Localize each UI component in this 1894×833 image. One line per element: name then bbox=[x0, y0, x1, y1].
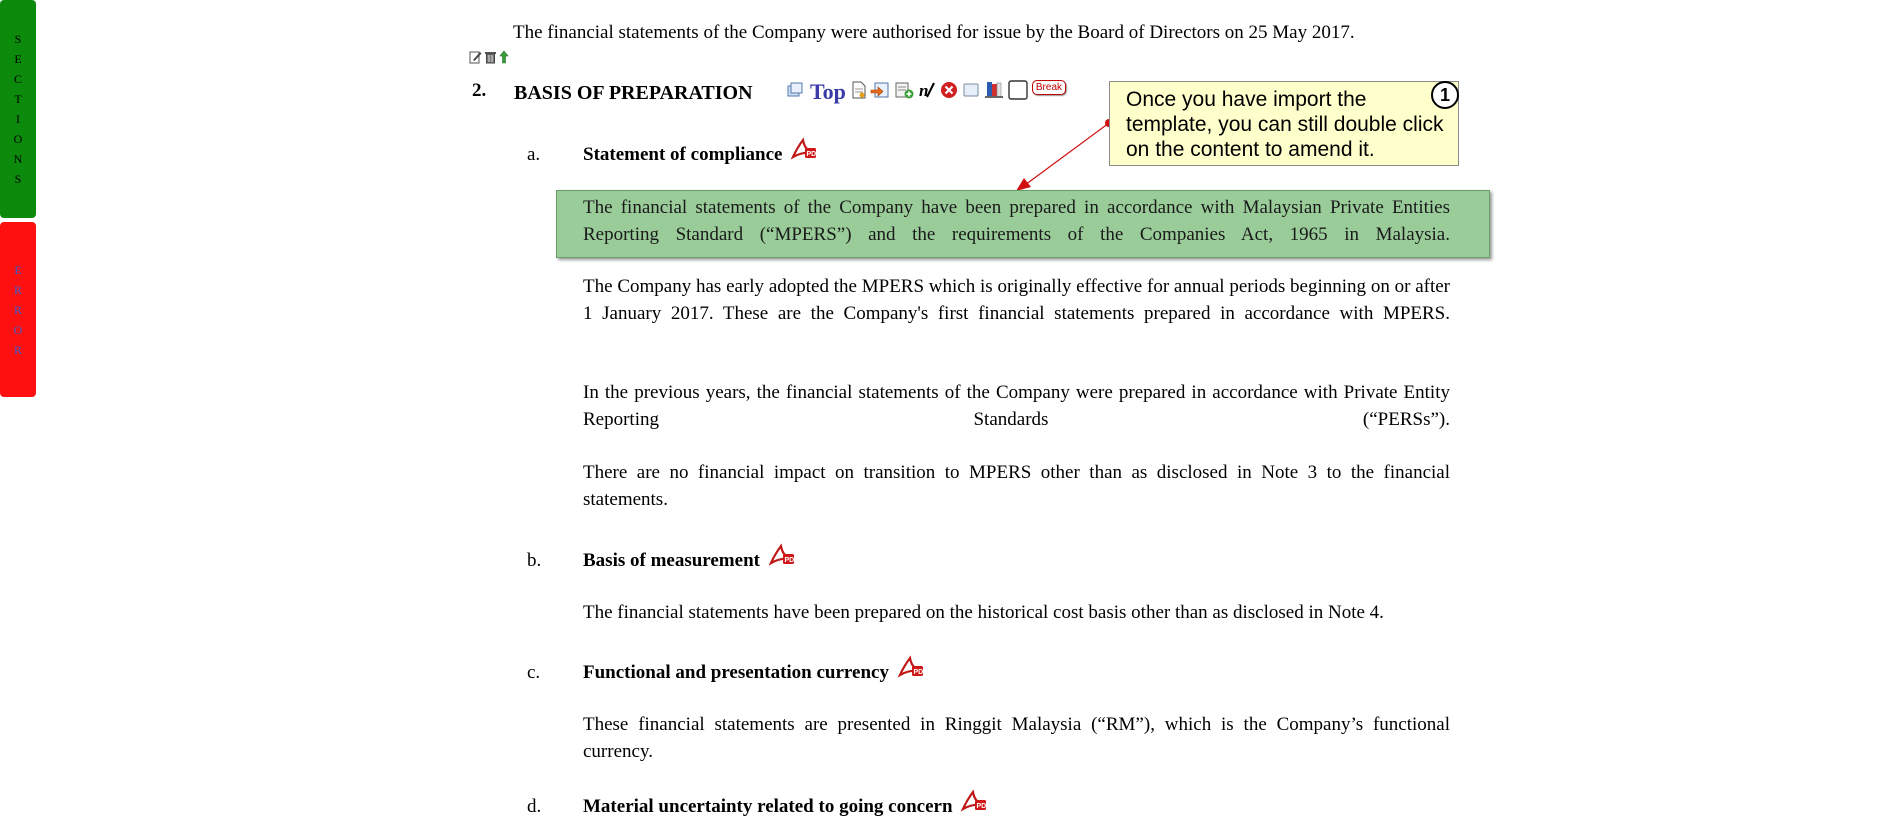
sections-tab[interactable] bbox=[0, 0, 36, 218]
pdf-icon[interactable] bbox=[898, 656, 928, 684]
subsection-title-text: Basis of measurement bbox=[583, 550, 760, 571]
subsection-letter: d. bbox=[527, 796, 542, 817]
document-icon[interactable] bbox=[852, 81, 866, 104]
svg-text:n: n bbox=[918, 80, 929, 100]
tab-letter: E bbox=[14, 262, 22, 277]
pdf-icon[interactable] bbox=[769, 544, 799, 572]
tab-letter: E bbox=[14, 52, 22, 66]
svg-text:PDF: PDF bbox=[806, 151, 821, 158]
tab-letter: R bbox=[13, 342, 22, 357]
svg-text:PDF: PDF bbox=[976, 803, 991, 810]
subsection-title-text: Statement of compliance bbox=[583, 144, 783, 165]
callout-number-badge: 1 bbox=[1431, 81, 1459, 109]
tab-letter: R bbox=[13, 302, 22, 317]
edit-icon[interactable] bbox=[469, 50, 482, 69]
section-number: 2. bbox=[472, 80, 487, 101]
row-toolbar bbox=[469, 50, 509, 69]
blank-page-icon[interactable] bbox=[962, 81, 980, 104]
import-icon[interactable] bbox=[870, 81, 890, 104]
compliance-paragraph[interactable]: The financial statements of the Company have been prepared in accordance with Malaysian Private Entities Reporting Standard (“MPERS”) and the requirements of the Companies Act, 1965 in Malaysia. bbox=[583, 197, 1450, 245]
subsection-letter: b. bbox=[527, 550, 542, 571]
subsection-title-currency[interactable] bbox=[583, 662, 928, 684]
early-adoption-paragraph[interactable]: The Company has early adopted the MPERS which is originally effective for annual periods beginning on or after 1 January 2017. These are the Company's first financial statements prepared in accordance with MPERS. bbox=[583, 276, 1450, 324]
tab-letter: T bbox=[14, 92, 22, 106]
section-toolbar bbox=[786, 78, 1066, 106]
tab-letter: S bbox=[14, 32, 22, 46]
transition-impact-paragraph[interactable]: There are no financial impact on transition to MPERS other than as disclosed in Note 3 to the financial statements. bbox=[583, 462, 1450, 510]
previous-years-paragraph[interactable]: In the previous years, the financial statements of the Company were prepared in accordance with Private Entity Reporting Standards (“PERSs”). bbox=[583, 382, 1450, 430]
add-note-icon[interactable] bbox=[894, 81, 914, 104]
approval-statement[interactable]: The financial statements of the Company were authorised for issue by the Board of Directors on 25 May 2017. bbox=[513, 22, 1355, 43]
callout-tooltip bbox=[1109, 81, 1459, 166]
callout-text: Once you have import the template, you can still double click on the content to amend it. bbox=[1126, 88, 1444, 161]
svg-text:PDF: PDF bbox=[784, 557, 799, 564]
checkbox[interactable] bbox=[1008, 80, 1028, 105]
currency-paragraph[interactable]: These financial statements are presented in Ringgit Malaysia (“RM”), which is the Company’s functional currency. bbox=[583, 714, 1450, 762]
copy-icon[interactable] bbox=[786, 81, 804, 104]
tab-letter: O bbox=[13, 132, 23, 146]
pdf-icon[interactable] bbox=[791, 138, 821, 166]
break-button[interactable]: Break bbox=[1032, 80, 1066, 95]
subsection-title-compliance[interactable] bbox=[583, 144, 821, 166]
section-title[interactable]: BASIS OF PREPARATION bbox=[514, 82, 753, 104]
subsection-letter: c. bbox=[527, 662, 541, 683]
subsection-title-text: Material uncertainty related to going concern bbox=[583, 796, 953, 817]
svg-text:PDF: PDF bbox=[913, 669, 928, 676]
error-tab[interactable] bbox=[0, 222, 36, 397]
move-up-icon[interactable] bbox=[499, 50, 509, 69]
book-icon[interactable] bbox=[984, 81, 1004, 104]
top-link[interactable]: Top bbox=[810, 79, 846, 104]
delete-icon[interactable] bbox=[940, 81, 958, 104]
tab-letter: S bbox=[14, 172, 22, 186]
tab-letter: I bbox=[16, 112, 20, 126]
subsection-letter: a. bbox=[527, 144, 541, 165]
italic-n-icon[interactable] bbox=[918, 81, 936, 104]
subsection-title-going-concern[interactable] bbox=[583, 796, 991, 818]
subsection-title-measurement[interactable] bbox=[583, 550, 799, 572]
pdf-icon[interactable] bbox=[961, 790, 991, 818]
tab-letter: C bbox=[13, 72, 22, 86]
trash-icon[interactable] bbox=[484, 50, 497, 69]
tab-letter: R bbox=[13, 282, 22, 297]
tab-letter: O bbox=[13, 322, 23, 337]
tab-letter: N bbox=[13, 152, 23, 166]
measurement-paragraph[interactable]: The financial statements have been prepared on the historical cost basis other than as disclosed in Note 4. bbox=[583, 602, 1384, 623]
subsection-title-text: Functional and presentation currency bbox=[583, 662, 889, 683]
